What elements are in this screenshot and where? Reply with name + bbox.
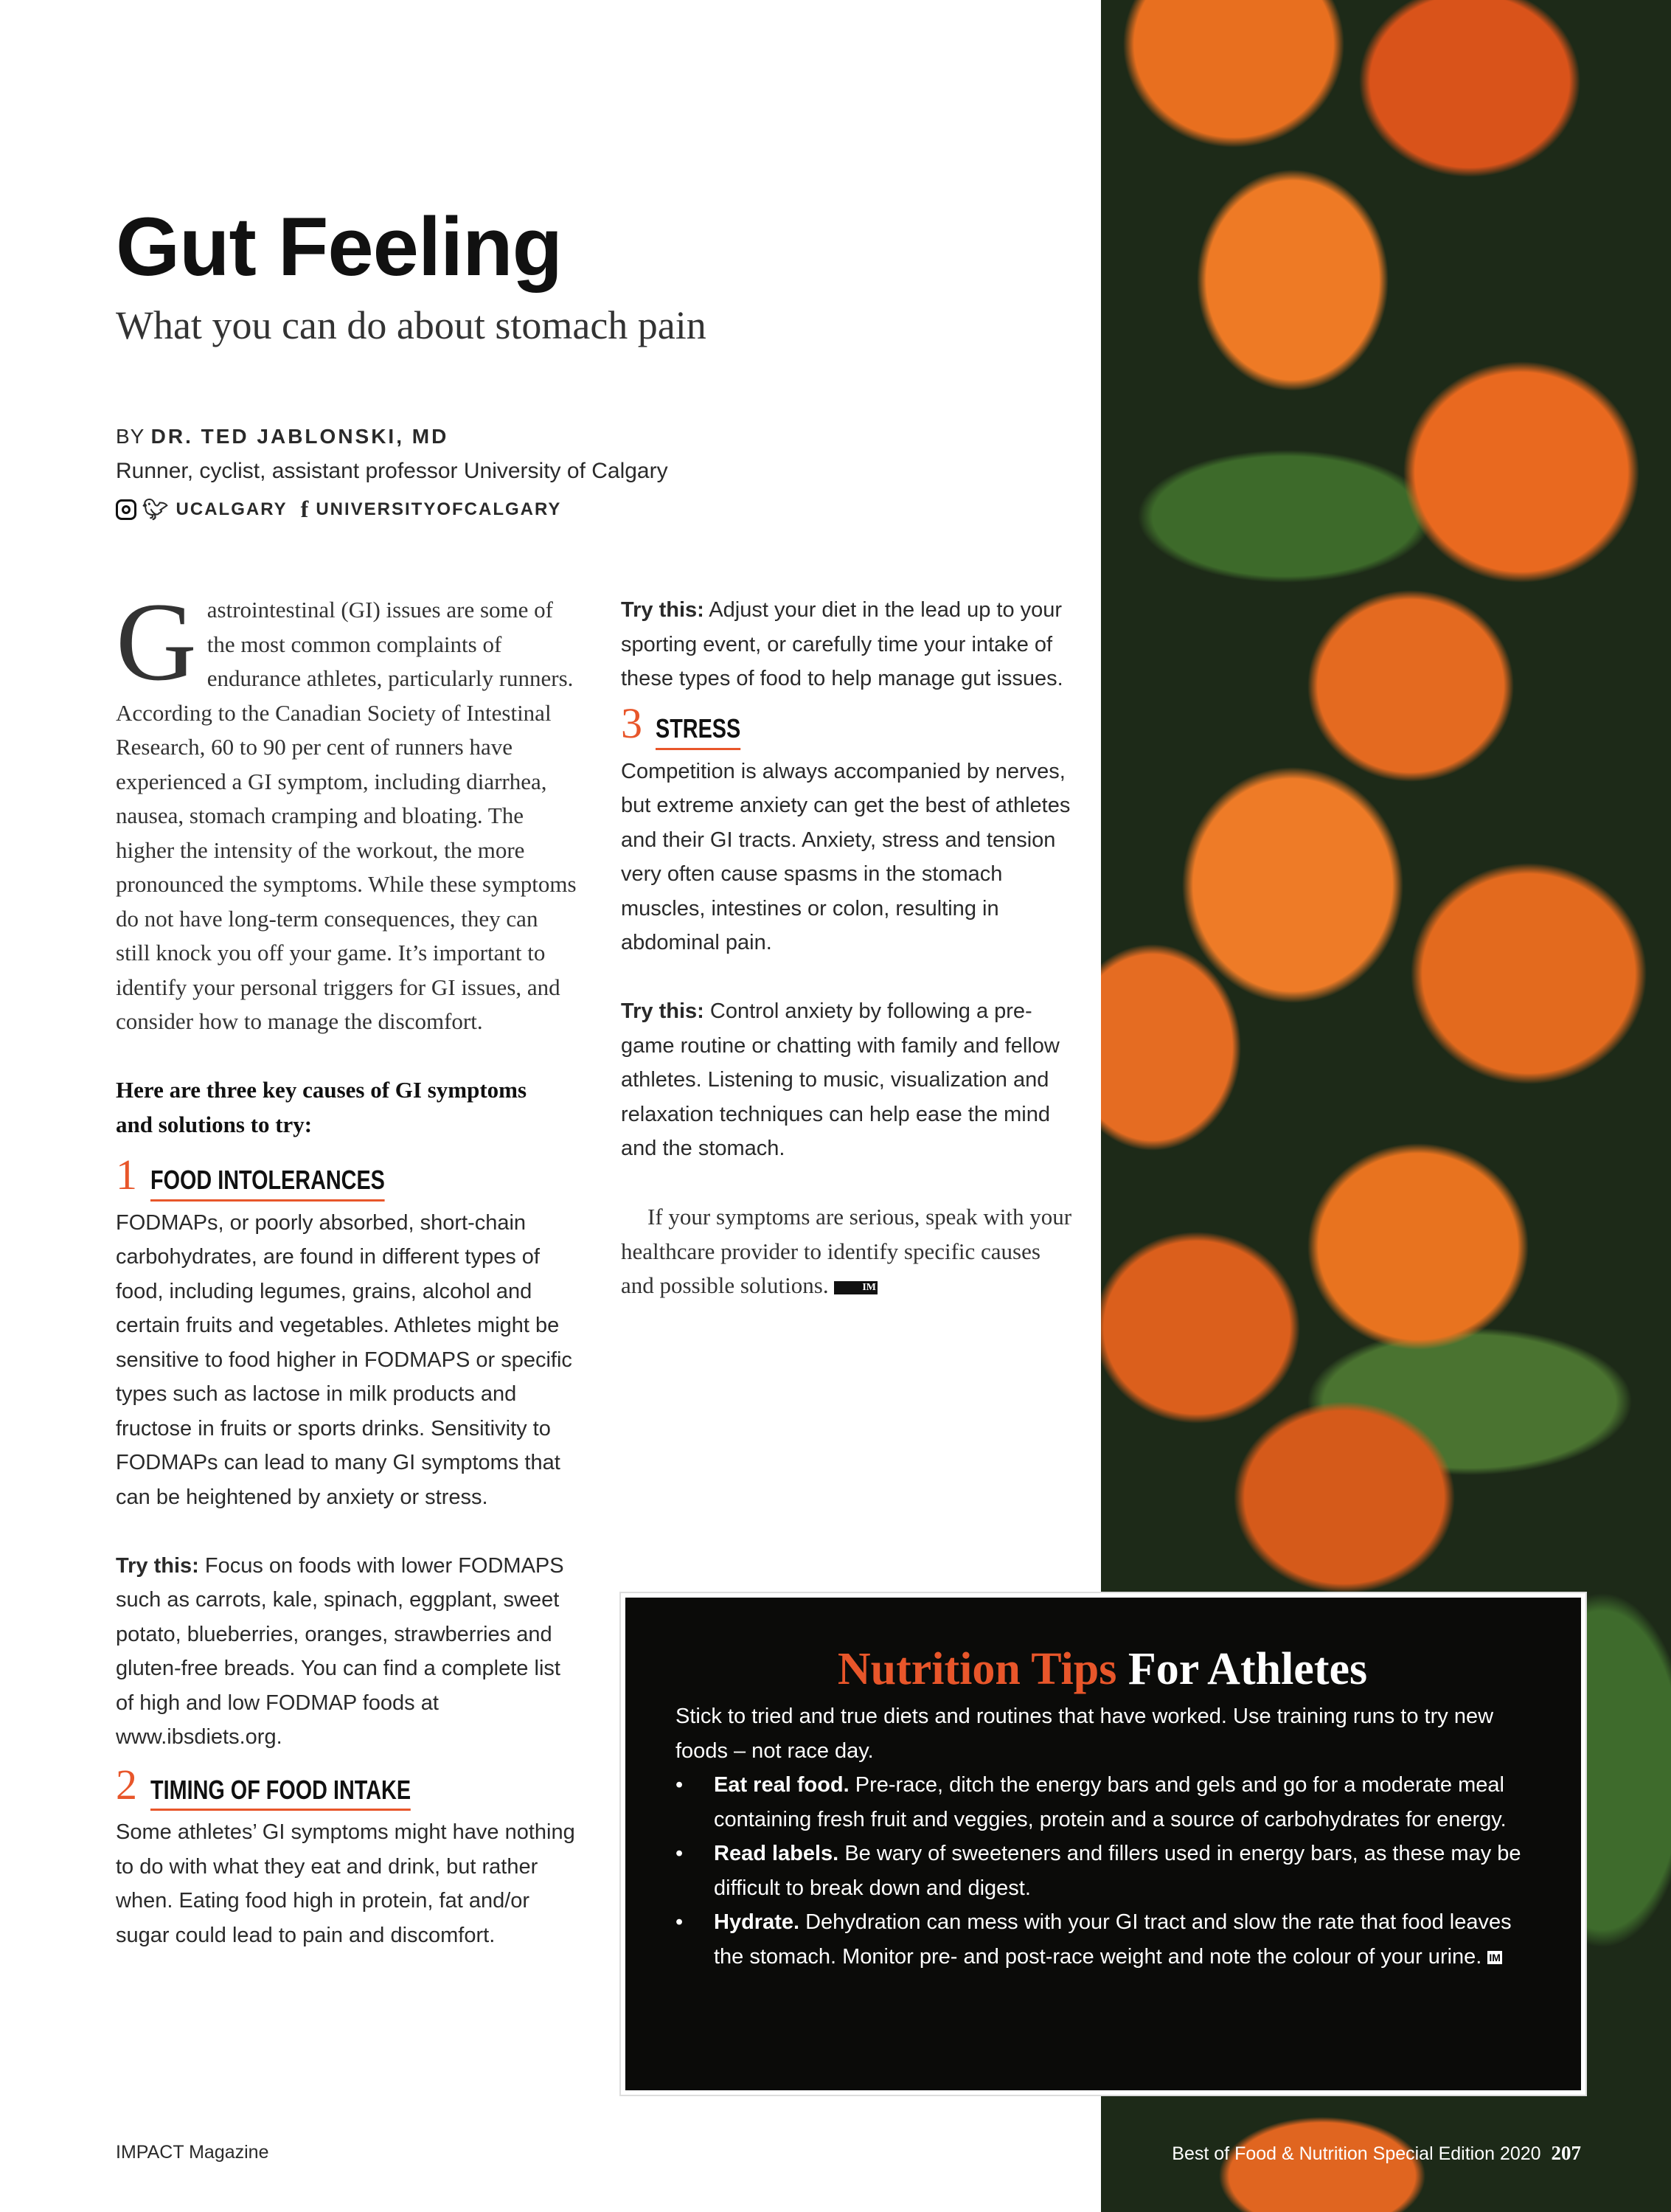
twitter-icon: 🐦︎ (142, 498, 170, 521)
column-right (621, 593, 1078, 1337)
facebook-handle: UNIVERSITYOFCALGARY (316, 499, 562, 519)
tip-item (675, 1837, 1529, 1905)
byline (116, 425, 448, 448)
section-3-try (621, 994, 1078, 1166)
page-subtitle: What you can do about stomach pain (116, 303, 706, 347)
intro-text: astrointestinal (GI) issues are some of the most common complaints of endurance athletes, particularly runners. According to the Canadian Society of Intestinal Research, 60 to 90 per cent of runners have experienced a GI symptom, including diarrhea, nausea, stomach cramping and bloating. The higher the intensity of the workout, the more pronounced the symptoms. While these symptoms do not have long-term consequences, they can still knock you off your game. It’s important to identify your personal triggers for GI issues, and consider how to manage the discomfort. (116, 597, 577, 1034)
tips-intro: Stick to tried and true diets and routines that have worked. Use training runs to try new foods – not race day. (675, 1705, 1494, 1763)
footer-left: IMPACT Magazine (116, 2142, 269, 2163)
end-mark-icon: IM (1489, 1951, 1501, 1963)
try-text: Control anxiety by following a pre-game routine or chatting with family and fellow athletes. Listening to music, visualization and relaxation techniques can help ease the mind and the stomach. (621, 999, 1060, 1160)
section-2-body: Some athletes’ GI symptoms might have nothing to do with what they eat and drink, but rather when. Eating food high in protein, fat and/or sugar could lead to pain and discomfort. (116, 1820, 575, 1947)
tip-text: Dehydration can mess with your GI tract and slow the rate that food leaves the stomach. Monitor pre- and post-race weight and note the colour of your urine. (714, 1910, 1512, 1969)
tips-title-rest: For Athletes (1128, 1644, 1368, 1694)
instagram-icon (116, 499, 136, 520)
tips-title (675, 1643, 1529, 1695)
tip-item (675, 1905, 1529, 1974)
section-title: STRESS (656, 712, 740, 750)
end-mark-icon: IM (834, 1281, 878, 1294)
try-label: Try this: (621, 598, 704, 622)
drop-cap: G (116, 580, 197, 704)
facebook-icon: f (300, 496, 310, 522)
tip-text: Be wary of sweeteners and fillers used in energy bars, as these may be difficult to break down and digest. (714, 1842, 1521, 1900)
column-left (116, 580, 577, 1987)
closing-text: If your symptoms are serious, speak with your healthcare provider to identify specific causes and possible solutions. (621, 1204, 1072, 1298)
closing-paragraph (621, 1200, 1078, 1303)
section-number: 3 (621, 699, 642, 747)
tip-bold: Eat real food. (714, 1773, 850, 1797)
tips-list (675, 1768, 1529, 1974)
section-3-body: Competition is always accompanied by nerves, but extreme anxiety can get the best of athletes and their GI tracts. Anxiety, stress and tension very often cause spasms in the stomach muscles, intestines or colon, resulting in abdominal pain. (621, 759, 1071, 954)
section-heading-3 (621, 699, 1078, 750)
social-handles (116, 496, 561, 523)
section-1-try (116, 1549, 577, 1755)
section-2-try (621, 593, 1078, 696)
section-1-body: FODMAPs, or poorly absorbed, short-chain carbohydrates, are found in different types of food, including legumes, grains, alcohol and certain fruits and vegetables. Athletes might be sensitive to food higher in FODMAPS or specific types such as lactose in milk products and fructose in fruits or sports drinks. Sensitivity to FODMAPs can lead to many GI symptoms that can be heightened by anxiety or stress. (116, 1210, 572, 1509)
tip-text: Pre-race, ditch the energy bars and gels and go for a moderate meal containing fresh fruit and veggies, protein and a source of carbohydrates for energy. (714, 1773, 1507, 1831)
section-heading-1 (116, 1151, 577, 1202)
section-number: 2 (116, 1760, 137, 1809)
twitter-handle: UCALGARY (176, 499, 288, 519)
nutrition-tips-box (621, 1593, 1585, 2095)
try-label: Try this: (116, 1553, 199, 1578)
intro-paragraph (116, 580, 577, 1039)
section-title: TIMING OF FOOD INTAKE (150, 1773, 411, 1811)
author-name: DR. TED JABLONSKI, MD (150, 425, 449, 448)
tip-bold: Hydrate. (714, 1910, 800, 1934)
tips-title-accent: Nutrition Tips (837, 1644, 1117, 1694)
try-label: Try this: (621, 999, 704, 1023)
section-title: FOOD INTOLERANCES (150, 1163, 385, 1202)
try-text: Adjust your diet in the lead up to your sporting event, or carefully time your intake of these types of food to help manage gut issues. (621, 598, 1063, 690)
footer-right (1172, 2142, 1581, 2165)
section-heading-2 (116, 1760, 577, 1811)
intro-lead: Here are three key causes of GI symptoms and solutions to try: (116, 1077, 527, 1137)
tip-bold: Read labels. (714, 1842, 839, 1865)
page-number: 207 (1551, 2142, 1581, 2164)
try-text: Focus on foods with lower FODMAPS such as carrots, kale, spinach, eggplant, sweet potato, blueberries, oranges, strawberries and gluten-free breads. You can find a complete list of high and low FODMAP foods at www.ibsdiets.org. (116, 1553, 564, 1749)
page-title: Gut Feeling (116, 201, 562, 293)
author-role: Runner, cyclist, assistant professor University of Calgary (116, 459, 668, 483)
tip-item (675, 1768, 1529, 1837)
by-label: BY (116, 425, 145, 448)
section-number: 1 (116, 1151, 137, 1199)
footer-edition: Best of Food & Nutrition Special Edition 2020 (1172, 2143, 1541, 2164)
